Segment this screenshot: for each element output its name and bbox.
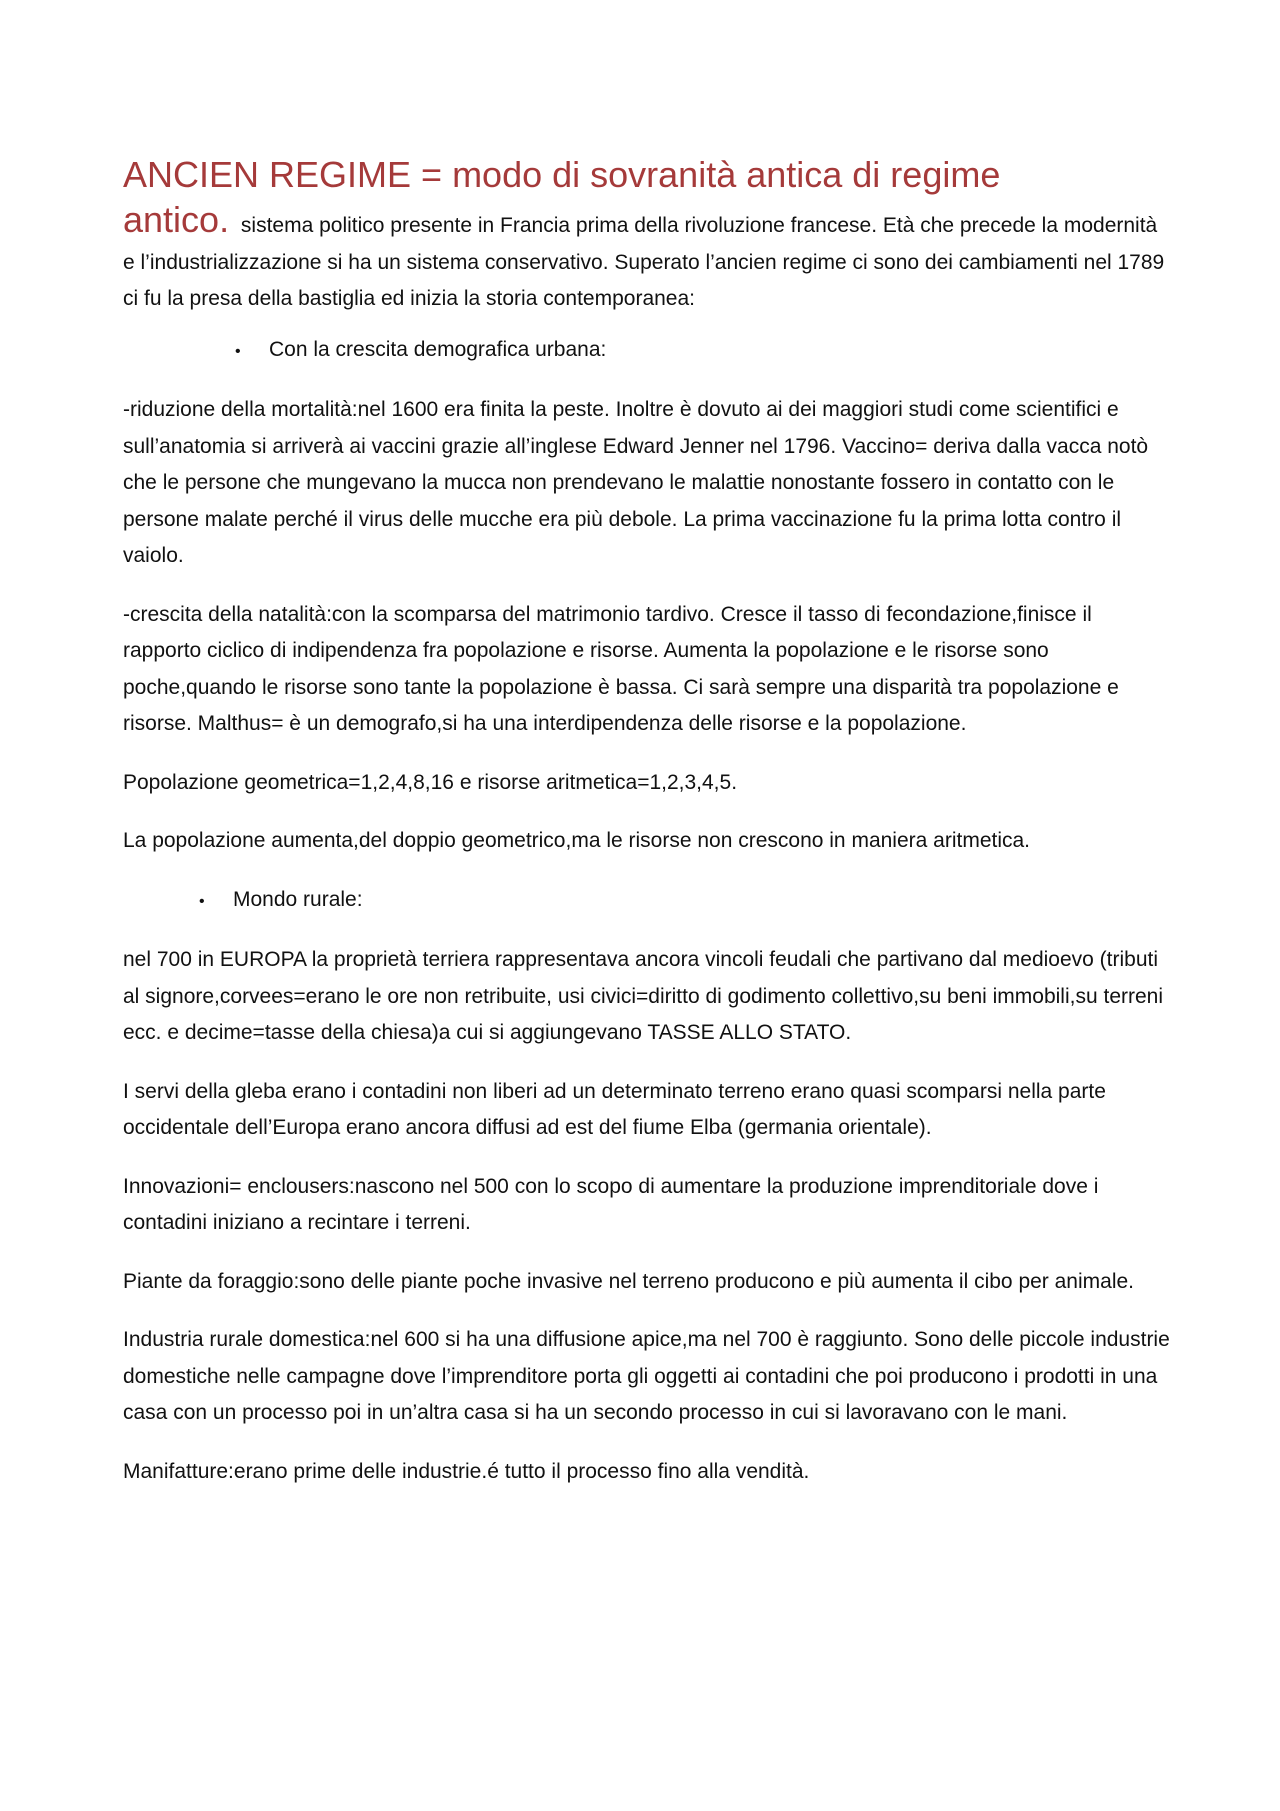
bullet-text: Mondo rurale:	[233, 887, 363, 911]
paragraph-piante-foraggio: Piante da foraggio:sono delle piante poche invasive nel terreno producono e più aumenta il cibo per animale.	[123, 1269, 1135, 1293]
intro-block	[123, 148, 1173, 318]
paragraph-popolazione-aumenta: La popolazione aumenta,del doppio geometrico,ma le risorse non crescono in maniera aritmetica.	[123, 829, 1031, 852]
paragraph-mortalita: -riduzione della mortalità:nel 1600 era finita la peste. Inoltre è dovuto ai dei maggiori studi come scientifici e sull’anatomia si arriverà ai vaccini grazie all’inglese Edward Jenner nel 1796. Vaccino= deriva dalla vacca notò che le persone che mungevano la mucca non prendevano le malattie nonostante fossero in contatto con le persone malate perché il virus delle mucche era più debole. La prima vaccinazione fu la prima lotta contro il vaiolo.	[123, 398, 1149, 567]
paragraph-manifatture: Manifatture:erano prime delle industrie.é tutto il processo fino alla vendità.	[123, 1459, 810, 1483]
intro-paragraph: sistema politico presente in Francia prima della rivoluzione francese. Età che precede la modernità e l’industrializzazione si ha un sistema conservativo. Superato l’ancien regime ci sono dei cambiamenti nel 1789 ci fu la presa della bastiglia ed inizia la storia contemporanea:	[123, 214, 1165, 310]
bullet-text: Con la crescita demografica urbana:	[269, 337, 607, 361]
bullet-icon: •	[235, 342, 241, 360]
bullet-icon: •	[199, 892, 205, 910]
bullet-item-mondo-rurale	[123, 882, 1173, 921]
paragraph-popolazione-geometrica: Popolazione geometrica=1,2,4,8,16 e risorse aritmetica=1,2,3,4,5.	[123, 770, 738, 794]
paragraph-servi-gleba: I servi della gleba erano i contadini non liberi ad un determinato terreno erano quasi scomparsi nella parte occidentale dell’Europa erano ancora diffusi ad est del fiume Elba (germania orientale).	[123, 1079, 1106, 1139]
document-title-line1: ANCIEN REGIME = modo di sovranità antica di regime	[123, 154, 1001, 195]
document-page	[123, 148, 1173, 1512]
paragraph-proprieta-terriera: nel 700 in EUROPA la proprietà terriera rappresentava ancora vincoli feudali che partivano dal medioevo (tributi al signore,corvees=erano le ore non retribuite, usi civici=diritto di godimento collettivo,su beni immobili,su terreni ecc. e decime=tasse della chiesa)a cui si aggiungevano TASSE ALLO STATO.	[123, 948, 1164, 1044]
paragraph-innovazioni: Innovazioni= enclousers:nascono nel 500 con lo scopo di aumentare la produzione imprenditoriale dove i contadini iniziano a recintare i terreni.	[123, 1174, 1099, 1234]
paragraph-industria-rurale: Industria rurale domestica:nel 600 si ha una diffusione apice,ma nel 700 è raggiunto. Sono delle piccole industrie domestiche nelle campagne dove l’imprenditore porta gli oggetti ai contadini che poi producono i prodotti in una casa con un processo poi in un’altra casa si ha un secondo processo in cui si lavoravano con le mani.	[123, 1328, 1170, 1424]
document-title-line2: antico.	[123, 199, 230, 240]
bullet-item-crescita	[123, 332, 1173, 371]
paragraph-natalita: -crescita della natalità:con la scomparsa del matrimonio tardivo. Cresce il tasso di fecondazione,finisce il rapporto ciclico di indipendenza fra popolazione e risorse. Aumenta la popolazione e le risorse sono poche,quando le risorse sono tante la popolazione è bassa. Ci sarà sempre una disparità tra popolazione e risorse. Malthus= è un demografo,si ha una interdipendenza delle risorse e la popolazione.	[123, 602, 1119, 735]
